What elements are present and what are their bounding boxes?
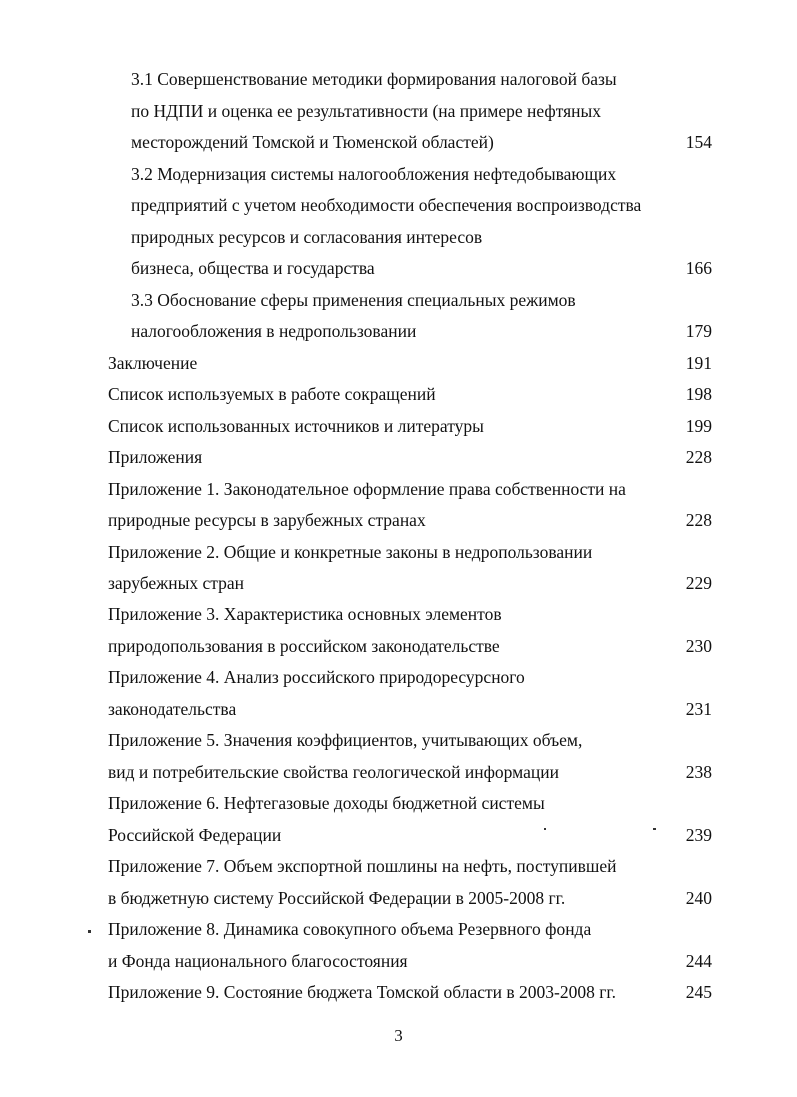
toc-entry-appendix-2-page: 229 (685, 573, 712, 593)
toc-entry-3-2-line-1: 3.2 Модернизация системы налогообложения нефтедобывающих (131, 164, 617, 184)
toc-entry-appendix-6-line-2: Российской Федерации (108, 825, 282, 845)
toc-entry-appendix-3-line-2: природопользования в российском законодательстве (108, 636, 500, 656)
toc-entry-3-1-page: 154 (685, 132, 712, 152)
toc-entry-sources: Список использованных источников и литературы (108, 416, 484, 436)
toc-entry-3-1-line-3: месторождений Томской и Тюменской областей) (131, 132, 494, 152)
toc-entry-appendix-9-page: 245 (685, 982, 712, 1002)
toc-entry-appendix-7-page: 240 (685, 888, 712, 908)
toc-entry-appendix-4-page: 231 (685, 699, 712, 719)
toc-entry-3-1-line-1: 3.1 Совершенствование методики формирования налоговой базы (131, 69, 617, 89)
toc-entry-appendix-5-line-1: Приложение 5. Значения коэффициентов, учитывающих объем, (108, 730, 583, 750)
toc-entry-appendix-3-line-1: Приложение 3. Характеристика основных элементов (108, 604, 502, 624)
toc-entry-appendix-9: Приложение 9. Состояние бюджета Томской области в 2003-2008 гг. (108, 982, 617, 1002)
toc-entry-3-3-line-2: налогообложения в недропользовании (131, 321, 417, 341)
toc-entry-appendix-2-line-2: зарубежных стран (108, 573, 245, 593)
toc-entry-appendix-1-line-2: природные ресурсы в зарубежных странах (108, 510, 426, 530)
toc-entry-appendix-8-page: 244 (685, 951, 712, 971)
toc-entry-appendix-5-page: 238 (685, 762, 712, 782)
toc-entry-appendix-1-line-1: Приложение 1. Законодательное оформление права собственности на (108, 479, 626, 499)
toc-entry-appendices: Приложения (108, 447, 203, 467)
toc-entry-conclusion: Заключение (108, 353, 198, 373)
toc-entry-3-3-line-1: 3.3 Обоснование сферы применения специальных режимов (131, 290, 576, 310)
toc-entry-3-2-line-2: предприятий с учетом необходимости обеспечения воспроизводства (131, 195, 642, 215)
toc-entry-appendix-7-line-2: в бюджетную систему Российской Федерации в 2005-2008 гг. (108, 888, 566, 908)
scan-speck (544, 828, 546, 830)
toc-entry-3-1-line-2: по НДПИ и оценка ее результативности (на примере нефтяных (131, 101, 602, 121)
toc-entry-abbreviations: Список используемых в работе сокращений (108, 384, 436, 404)
toc-entry-appendix-8-line-1: Приложение 8. Динамика совокупного объема Резервного фонда (108, 919, 592, 939)
scan-speck (88, 930, 91, 933)
toc-entry-appendix-7-line-1: Приложение 7. Объем экспортной пошлины на нефть, поступившей (108, 856, 617, 876)
toc-entry-appendices-page: 228 (685, 447, 712, 467)
page-number: 3 (394, 1026, 403, 1045)
toc-entry-conclusion-page: 191 (685, 353, 712, 373)
toc-entry-appendix-1-page: 228 (685, 510, 712, 530)
toc-entry-3-2-line-4: бизнеса, общества и государства (131, 258, 375, 278)
scan-speck (653, 828, 656, 830)
toc-entry-3-2-page: 166 (685, 258, 712, 278)
toc-entry-appendix-3-page: 230 (685, 636, 712, 656)
toc-entry-appendix-2-line-1: Приложение 2. Общие и конкретные законы в недропользовании (108, 542, 593, 562)
toc-entry-abbreviations-page: 198 (685, 384, 712, 404)
toc-entry-appendix-6-page: 239 (685, 825, 712, 845)
toc-entry-appendix-8-line-2: и Фонда национального благосостояния (108, 951, 408, 971)
toc-entry-appendix-5-line-2: вид и потребительские свойства геологической информации (108, 762, 559, 782)
toc-entry-appendix-4-line-1: Приложение 4. Анализ российского природоресурсного (108, 667, 525, 687)
toc-entry-appendix-6-line-1: Приложение 6. Нефтегазовые доходы бюджетной системы (108, 793, 545, 813)
toc-entry-appendix-4-line-2: законодательства (108, 699, 237, 719)
toc-entry-sources-page: 199 (685, 416, 712, 436)
toc-entry-3-3-page: 179 (685, 321, 712, 341)
toc-entry-3-2-line-3: природных ресурсов и согласования интересов (131, 227, 483, 247)
